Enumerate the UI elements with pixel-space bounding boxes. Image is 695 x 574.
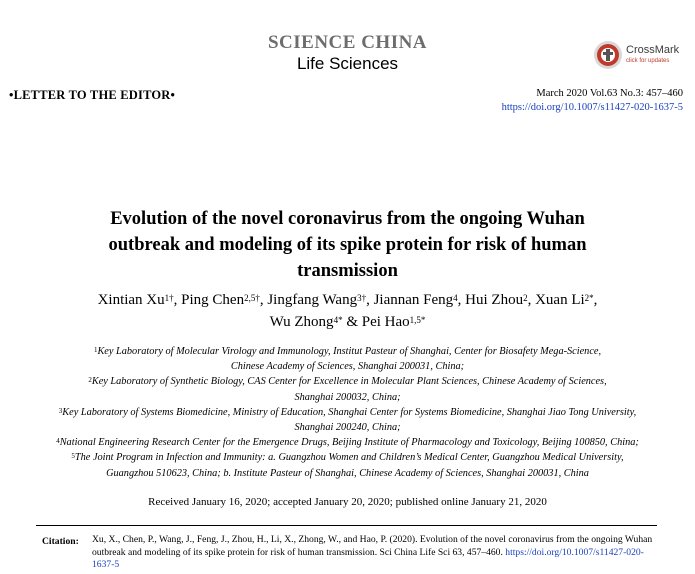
affiliation-line: Shanghai 200032, China;: [294, 391, 401, 403]
author-sep: ,: [366, 292, 374, 308]
author-sep: ,: [173, 292, 182, 308]
affiliation-text: Key Laboratory of Molecular Virology and Immunology, Institut Pasteur of Shanghai, Center for Biosafety Mega-Science,: [97, 346, 602, 357]
author-name: Jiannan Feng: [373, 292, 454, 308]
author-affil-mark: 2: [523, 293, 528, 303]
doi-link[interactable]: https://doi.org/10.1007/s11427-020-1637-5: [501, 102, 683, 113]
affiliation-number: 4: [56, 437, 60, 446]
affiliation-text: Key Laboratory of Synthetic Biology, CAS Center for Excellence in Molecular Plant Sciences, Chinese Academy of Sciences,: [91, 376, 607, 388]
author-name: Pei Hao: [361, 314, 410, 330]
title-line: transmission: [297, 261, 398, 281]
author-affil-mark: 1†: [164, 293, 174, 303]
crossmark-label: CrossMark: [626, 44, 680, 56]
author-list: [30, 289, 665, 333]
author-affil-mark: 4*: [333, 315, 343, 325]
crossmark-badge[interactable]: [593, 40, 693, 72]
citation-block: [92, 534, 662, 572]
affiliation-text: Key Laboratory of Systems Biomedicine, Ministry of Education, Shanghai Center for Systems Biomedicine, Shanghai Jiao Tong University,: [62, 406, 637, 418]
title-line: Evolution of the novel coronavirus from the ongoing Wuhan: [110, 209, 585, 229]
affiliation-line: [20, 405, 675, 420]
affiliation-number: 3: [58, 406, 63, 415]
issue-info: March 2020 Vol.63 No.3: 457–460: [536, 88, 683, 99]
affiliation-text: National Engineering Research Center for the Emergence Drugs, Beijing Institute of Pharmacology and Toxicology, Beijing 100850, China;: [59, 437, 639, 449]
affiliation-number: 2: [88, 376, 92, 385]
author-sep: &: [342, 314, 362, 330]
article-title: [40, 206, 655, 284]
author-name: Jingfang Wang: [267, 292, 358, 308]
crossmark-icon: [593, 40, 623, 70]
crossmark-sublabel: click for updates: [626, 58, 670, 64]
journal-name: SCIENCE CHINA: [267, 32, 428, 53]
author-name: Ping Chen: [181, 292, 245, 308]
affiliation-line: [20, 344, 675, 359]
citation-divider: [36, 525, 657, 526]
author-sep: ,: [457, 292, 466, 308]
author-name: Hui Zhou: [465, 292, 524, 308]
affiliation-number: 5: [71, 452, 75, 461]
author-line: [30, 311, 665, 333]
affiliation-line: Guangzhou 510623, China; b. Institute Pasteur of Shanghai, Chinese Academy of Sciences, Shanghai 200031, China: [106, 467, 589, 479]
author-affil-mark: 3†: [357, 293, 367, 303]
affiliation-text: The Joint Program in Infection and Immunity: a. Guangzhou Women and Children’s Medical Center, Guangzhou Medical University,: [74, 452, 624, 464]
journal-section: Life Sciences: [296, 54, 399, 73]
affiliation-line: Chinese Academy of Sciences, Shanghai 200031, China;: [230, 361, 465, 373]
citation-doi-link[interactable]: https://doi.org/10.1007/s11427-020-1637-5: [92, 546, 644, 570]
author-sep: ,: [593, 292, 598, 308]
citation-text: Xu, X., Chen, P., Wang, J., Feng, J., Zhou, H., Li, X., Zhong, W., and Hao, P. (2020). Evolution of the novel coronavirus from the ongoing Wuhan outbreak and modeling of its spike protein for risk of human transmission. Sci China Life Sci 63, 457–460.: [92, 534, 653, 558]
author-affil-mark: 2*: [584, 293, 594, 303]
affiliation-line: [20, 450, 675, 465]
author-line: [30, 289, 665, 311]
affiliation-number: 1: [93, 346, 98, 354]
citation-label: Citation:: [42, 536, 79, 547]
author-name: Wu Zhong: [269, 314, 334, 330]
article-type: •LETTER TO THE EDITOR•: [9, 88, 176, 102]
affiliation-line: [20, 374, 675, 389]
received-dates: Received January 16, 2020; accepted January 20, 2020; published online January 21, 2020: [148, 496, 547, 508]
author-sep: ,: [527, 292, 536, 308]
affiliation-line: Shanghai 200240, China;: [294, 422, 401, 434]
author-name: Xintian Xu: [97, 292, 165, 308]
author-affil-mark: 1,5*: [409, 315, 426, 325]
affiliation-list: [20, 344, 675, 481]
author-affil-mark: 2,5†: [244, 293, 260, 303]
author-sep: ,: [259, 292, 268, 308]
author-name: Xuan Li: [535, 292, 585, 308]
author-affil-mark: 4: [453, 293, 458, 303]
title-line: outbreak and modeling of its spike protein for risk of human: [108, 235, 587, 255]
affiliation-line: [20, 435, 675, 450]
